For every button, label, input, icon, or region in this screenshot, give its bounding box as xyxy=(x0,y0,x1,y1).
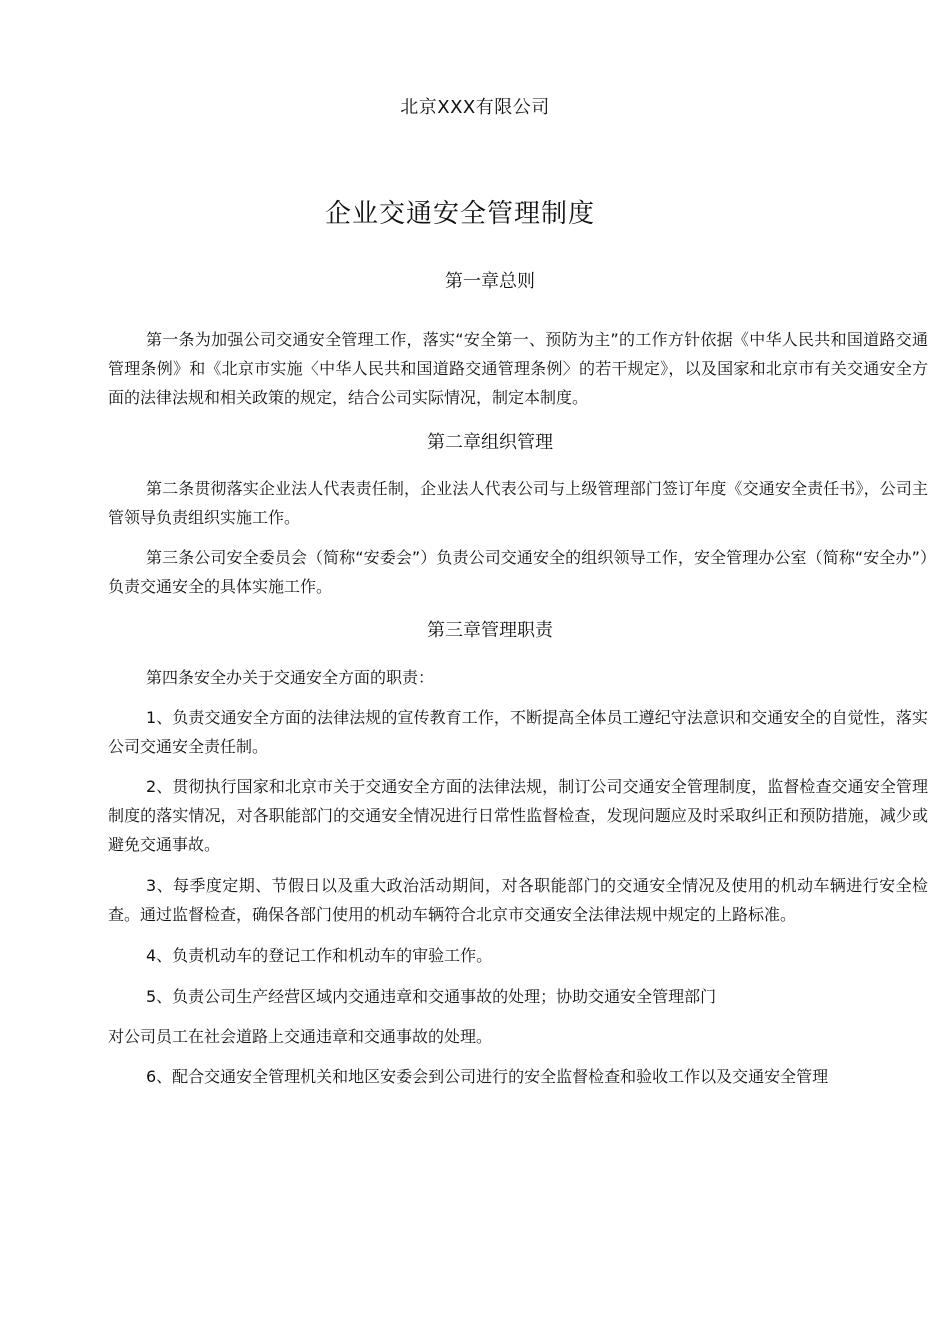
article-paragraph: 第二条贯彻落实企业法人代表责任制，企业法人代表公司与上级管理部门签订年度《交通安全责任书》，公司主管领导负责组织实施工作。 xyxy=(108,479,928,527)
list-item-paragraph: 2、贯彻执行国家和北京市关于交通安全方面的法律法规，制订公司交通安全管理制度，监督检查交通安全管理制度的落实情况，对各职能部门的交通安全情况进行日常性监督检查，发现问题应及时采取纠正和预防措施，减少或避免交通事故。 xyxy=(108,777,928,854)
chapter-heading: 第三章管理职责 xyxy=(427,620,553,641)
list-item-paragraph: 3、每季度定期、节假日以及重大政治活动期间，对各职能部门的交通安全情况及使用的机动车辆进行安全检查。通过监督检查，确保各部门使用的机动车辆符合北京市交通安全法律法规中规定的上路标准。 xyxy=(108,876,928,924)
article-paragraph: 第三条公司安全委员会（简称“安委会”）负责公司交通安全的组织领导工作，安全管理办公室（简称“安全办”）负责交通安全的具体实施工作。 xyxy=(108,548,928,596)
continuation-paragraph: 对公司员工在社会道路上交通违章和交通事故的处理。 xyxy=(108,1027,493,1046)
document-body xyxy=(108,266,928,1091)
chapter-heading: 第二章组织管理 xyxy=(427,432,553,453)
list-item-paragraph: 1、负责交通安全方面的法律法规的宣传教育工作，不断提高全体员工遵纪守法意识和交通安全的自觉性，落实公司交通安全责任制。 xyxy=(108,708,928,756)
list-item-paragraph: 5、负责公司生产经营区域内交通违章和交通事故的处理；协助交通安全管理部门 xyxy=(146,987,717,1006)
article-paragraph: 第一条为加强公司交通安全管理工作，落实“安全第一、预防为主”的工作方针依据《中华人民共和国道路交通管理条例》和《北京市实施〈中华人民共和国道路交通管理条例〉的若干规定》，以及国家和北京市有关交通安全方面的法律法规和相关政策的规定，结合公司实际情况，制定本制度。 xyxy=(108,330,928,407)
article-paragraph: 第四条安全办关于交通安全方面的职责： xyxy=(146,668,435,687)
document-title: 企业交通安全管理制度 xyxy=(324,199,595,229)
list-item-paragraph: 6、配合交通安全管理机关和地区安委会到公司进行的安全监督检查和验收工作以及交通安全管理 xyxy=(146,1067,829,1086)
company-name: 北京XXX有限公司 xyxy=(400,97,550,118)
list-item-paragraph: 4、负责机动车的登记工作和机动车的审验工作。 xyxy=(146,946,493,965)
chapter-heading: 第一章总则 xyxy=(445,271,535,292)
